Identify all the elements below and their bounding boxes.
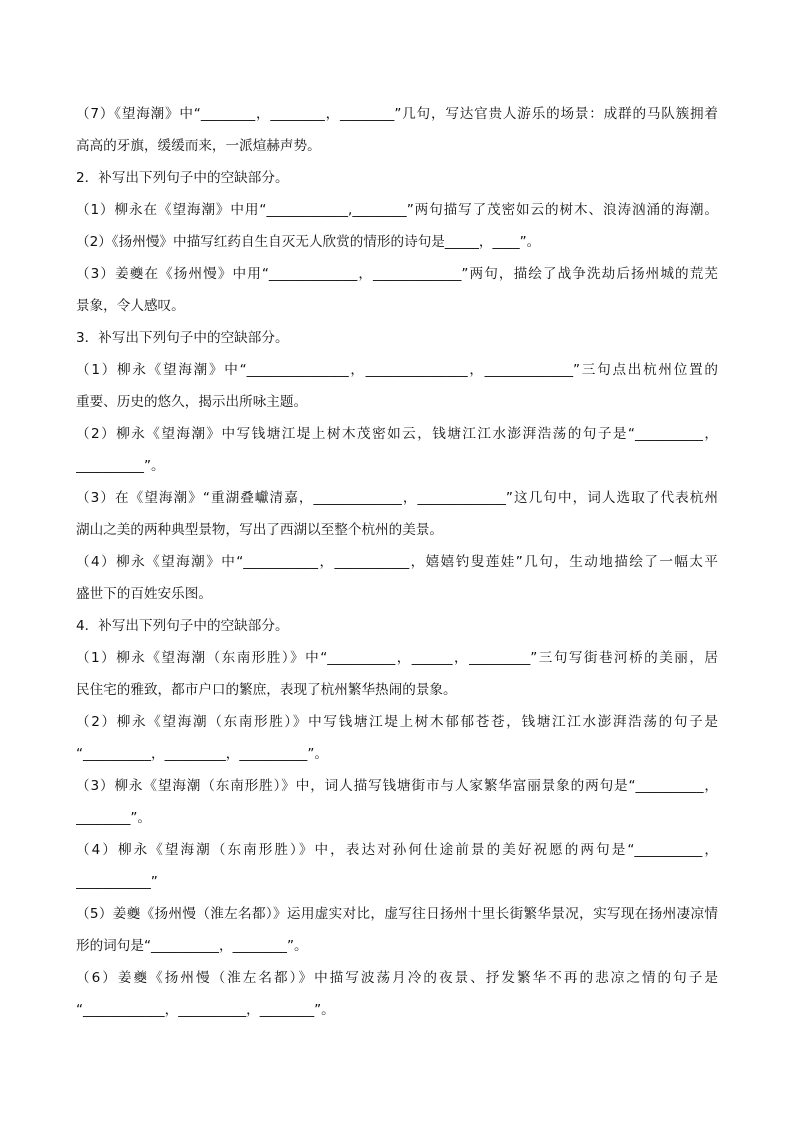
- text-line: （2）柳永《望海潮（东南形胜）》中写钱塘江堤上树木郁郁苍苍，钱塘江江水澎湃浩荡的句子是: [76, 714, 718, 730]
- text-line: （4）柳永《望海潮（东南形胜）》中，表达对孙何仕途前景的美好祝愿的两句是“__________，: [76, 842, 718, 858]
- question-heading: 4．补写出下列句子中的空缺部分。: [76, 618, 289, 634]
- text-line: __________”。: [76, 458, 165, 474]
- text-line: （5）姜夔《扬州慢（淮左名都）》运用虚实对比，虚写往日扬州十里长街繁华景况，实写现在扬州凄凉情: [76, 906, 718, 922]
- text-line: 高高的牙旗，缓缓而来，一派煊赫声势。: [76, 138, 321, 154]
- text-line: 民住宅的雅致，都市户口的繁庶，表现了杭州繁华热闹的景象。: [76, 682, 457, 698]
- text-line: （3）姜夔在《扬州慢》中用“_____________，_____________”两句，描绘了战争洗劫后扬州城的荒芜: [76, 266, 718, 282]
- text-line: （2）《扬州慢》中描写红药自生自灭无人欣赏的情形的诗句是_____，____”。: [76, 234, 541, 250]
- text-line: 景象，令人感叹。: [76, 298, 185, 314]
- text-line: （1）柳永在《望海潮》中用“____________,________”两句描写了茂密如云的树木、浪涛汹涌的海潮。: [76, 202, 718, 218]
- text-line: （3）在《望海潮》“重湖叠巘清嘉，_____________，_____________”这几句中，词人选取了代表杭州: [76, 490, 718, 506]
- text-line: “____________，__________，________”。: [76, 1002, 335, 1018]
- text-line: ___________”: [76, 874, 158, 890]
- text-line: （3）柳永《望海潮（东南形胜）》中，词人描写钱塘街市与人家繁华富丽景象的两句是“__________，: [76, 778, 718, 794]
- text-line: （1）柳永《望海潮》中“_______________，_______________，_____________”三句点出杭州位置的: [76, 362, 718, 378]
- text-line: （2）柳永《望海潮》中写钱塘江堤上树木茂密如云，钱塘江江水澎湃浩荡的句子是“__________，: [76, 426, 718, 442]
- text-line: （6）姜夔《扬州慢（淮左名都）》中描写波荡月冷的夜景、抒发繁华不再的悲凉之情的句子是: [76, 970, 718, 986]
- text-line: （1）柳永《望海潮（东南形胜）》中“__________，______，_________”三句写街巷河桥的美丽，居: [76, 650, 718, 666]
- text-line: （4）柳永《望海潮》中“___________，___________，嬉嬉钓叟莲娃”几句，生动地描绘了一幅太平: [76, 554, 718, 570]
- text-line: “__________，_________，__________”。: [76, 746, 328, 762]
- text-line: ________”。: [76, 810, 152, 826]
- text-line: 重要、历史的悠久，揭示出所咏主题。: [76, 394, 308, 410]
- text-line: 形的词句是“__________，________”。: [76, 938, 308, 954]
- text-line: 盛世下的百姓安乐图。: [76, 586, 212, 602]
- text-line: （7）《望海潮》中“________，________，________”几句，写达官贵人游乐的场景：成群的马队簇拥着: [76, 106, 718, 122]
- question-heading: 2．补写出下列句子中的空缺部分。: [76, 170, 289, 186]
- question-heading: 3．补写出下列句子中的空缺部分。: [76, 330, 289, 346]
- text-line: 湖山之美的两种典型景物，写出了西湖以至整个杭州的美景。: [76, 522, 444, 538]
